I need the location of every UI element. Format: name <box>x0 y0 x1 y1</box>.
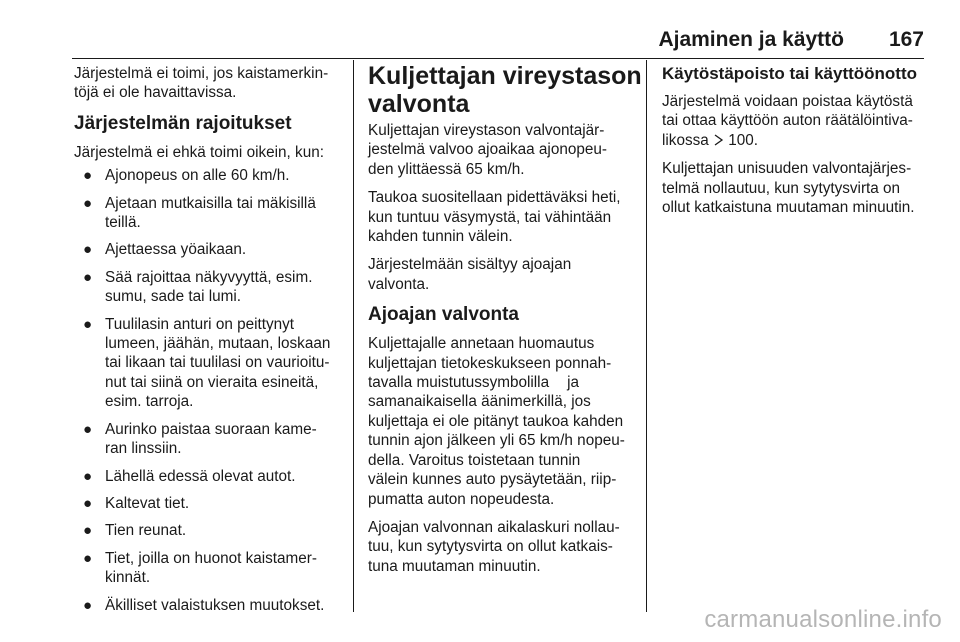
text-line: samanaikaisella äänimerkillä, jos <box>368 393 591 411</box>
list-item <box>74 467 350 486</box>
list-item-text: lumeen, jäähän, mutaan, loskaan <box>105 335 331 353</box>
list-item <box>74 596 350 615</box>
bullet-icon: ● <box>83 194 93 212</box>
text-line: Järjestelmään sisältyy ajoajan <box>368 256 572 274</box>
bullet-icon: ● <box>83 167 93 185</box>
list-item-text: nut tai siinä on vieraita esineitä, <box>105 373 319 391</box>
bullet-icon: ● <box>83 494 93 512</box>
section-heading-driving-time: Ajoajan valvonta <box>368 304 519 326</box>
title-line: Kuljettajan vireystason <box>368 62 642 90</box>
text-line: tai ottaa käyttöön auton räätälöintiva- <box>662 112 913 130</box>
text-line: Taukoa suositellaan pidettäväksi heti, <box>368 189 621 207</box>
text-line: jestelmä valvoo ajoaikaa ajonopeu- <box>368 141 607 159</box>
list-item <box>74 194 350 233</box>
page-reference-arrow-icon <box>713 131 724 150</box>
bullet-icon: ● <box>83 467 93 485</box>
list-item-text: Äkilliset valaistuksen muutokset. <box>105 596 325 614</box>
limitations-list <box>74 166 350 615</box>
text-line: tuu, kun sytytysvirta on ollut katkais- <box>368 538 613 556</box>
section-heading-limitations: Järjestelmän rajoitukset <box>74 112 292 134</box>
list-item <box>74 420 350 459</box>
page-reference-link[interactable]: 100. <box>728 131 759 149</box>
bullet-icon: ● <box>83 241 93 259</box>
title-line: valvonta <box>368 90 470 118</box>
watermark: carmanualsonline.info <box>704 606 942 633</box>
list-item-text: esim. tarroja. <box>105 393 194 411</box>
header-title: Ajaminen ja käyttö <box>658 28 844 51</box>
header-rule <box>72 58 924 59</box>
text-line: Järjestelmä ei toimi, jos kaistamerkin- <box>74 65 329 82</box>
column-3 <box>662 64 926 226</box>
text-line: Järjestelmä ei ehkä toimi oikein, kun: <box>74 143 324 161</box>
text-line: töjä ei ole havaittavissa. <box>74 84 237 102</box>
list-item <box>74 549 350 588</box>
list-item <box>74 268 350 307</box>
bullet-icon: ● <box>83 596 93 614</box>
limitations-lead <box>74 143 350 162</box>
text-line: ollut katkaistuna muutaman minuutin. <box>662 199 915 217</box>
list-item-text: Tien reunat. <box>105 522 187 540</box>
bullet-icon: ● <box>83 420 93 438</box>
paragraph <box>662 159 926 217</box>
list-item <box>74 166 350 185</box>
text-line: telmä nollautuu, kun sytytysvirta on <box>662 179 901 197</box>
text-segment: ja <box>567 374 579 392</box>
text-segment: likossa <box>662 131 709 149</box>
bullet-icon: ● <box>83 549 93 567</box>
list-item <box>74 494 350 513</box>
page-header <box>72 28 924 54</box>
list-item-text: Lähellä edessä olevat autot. <box>105 467 296 485</box>
list-item-text: Kaltevat tiet. <box>105 494 190 512</box>
paragraph <box>368 518 640 576</box>
text-line-with-reference <box>662 131 926 150</box>
list-item <box>74 240 350 259</box>
text-line: della. Varoitus toistetaan tunnin <box>368 451 581 469</box>
text-line: valvonta. <box>368 275 430 293</box>
list-item <box>74 521 350 540</box>
text-line: Järjestelmä voidaan poistaa käytöstä <box>662 93 913 110</box>
list-item-text: Tiet, joilla on huonot kaistamer- <box>105 549 317 567</box>
text-line-with-symbol <box>368 373 640 392</box>
section-title-driver-alertness <box>368 62 640 118</box>
text-line: kahden tunnin välein. <box>368 228 513 246</box>
column-2 <box>368 64 640 585</box>
paragraph <box>662 92 926 150</box>
text-line: Kuljettajalle annetaan huomautus <box>368 335 595 353</box>
text-line: kuljettaja ei ole pitänyt taukoa kahden <box>368 412 624 430</box>
text-line: kuljettajan tietokeskukseen ponnah- <box>368 354 612 372</box>
list-item-text: Ajonopeus on alle 60 km/h. <box>105 167 290 185</box>
text-line: pumatta auton nopeudesta. <box>368 490 555 508</box>
list-item-text: sumu, sade tai lumi. <box>105 288 242 306</box>
bullet-icon: ● <box>83 315 93 333</box>
text-line: välein kunnes auto pysäytetään, riip- <box>368 471 617 489</box>
paragraph <box>368 188 640 246</box>
bullet-icon: ● <box>83 522 93 540</box>
list-item <box>74 315 350 412</box>
text-line: Kuljettajan vireystason valvontajär- <box>368 122 605 139</box>
text-line: Kuljettajan unisuuden valvontajärjes- <box>662 160 912 178</box>
text-line: kun tuntuu väsymystä, tai vähintään <box>368 208 612 226</box>
list-item-text: Aurinko paistaa suoraan kame- <box>105 420 317 438</box>
text-line: Ajoajan valvonnan aikalaskuri nollau- <box>368 518 620 536</box>
column-divider-1 <box>353 60 354 612</box>
list-item-text: Ajettaessa yöaikaan. <box>105 241 247 259</box>
text-line: den ylittäessä 65 km/h. <box>368 160 525 178</box>
paragraph <box>368 255 640 294</box>
bullet-icon: ● <box>83 268 93 286</box>
list-item-text: ran linssiin. <box>105 440 182 458</box>
list-item-text: Tuulilasin anturi on peittynyt <box>105 315 295 333</box>
paragraph <box>368 334 640 509</box>
text-line: tunnin ajon jälkeen yli 65 km/h nopeu- <box>368 432 625 450</box>
section-heading-enable-disable: Käytöstäpoisto tai käyttöönotto <box>662 64 918 83</box>
list-item-text: Ajetaan mutkaisilla tai mäkisillä <box>105 194 316 212</box>
list-item-text: tai likaan tai tuulilasi on vaurioitu- <box>105 354 330 372</box>
text-line: tuna muutaman minuutin. <box>368 557 541 575</box>
list-item-text: kinnät. <box>105 569 151 587</box>
paragraph <box>368 121 640 179</box>
list-item-text: Sää rajoittaa näkyvyyttä, esim. <box>105 268 313 286</box>
page-number: 167 <box>888 28 924 51</box>
intro-paragraph <box>74 64 350 103</box>
column-divider-2 <box>646 60 647 612</box>
text-segment: tavalla muistutussymbolilla <box>368 374 550 392</box>
column-1 <box>74 64 350 623</box>
list-item-text: teillä. <box>105 214 141 232</box>
